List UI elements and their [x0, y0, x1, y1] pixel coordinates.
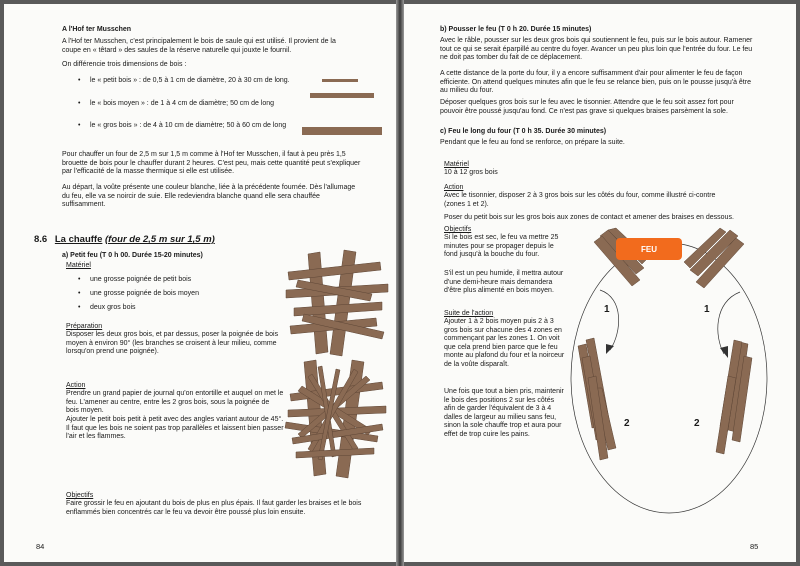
arrow-left — [600, 290, 619, 350]
suite-paragraph-2: Une fois que tout a bien pris, maintenir le bois des positions 2 sur les côtés afin de garder l'équivalent de 3 à 4 dalles de largeur au milieu sans feu, sinon la sole chauffe trop et aura pour effet de trop cuire les pains. — [444, 388, 564, 438]
hof-title: A l'Hof ter Musschen — [62, 26, 132, 33]
zone-2-right-label: 2 — [694, 418, 700, 429]
wood-zone-1-right — [684, 228, 744, 288]
preparation-label: Préparation — [66, 323, 103, 330]
zone-1-right-label: 1 — [704, 304, 710, 315]
fire-stack-illustration-1 — [284, 244, 394, 359]
dim-gros-bois: le « gros bois » : de 4 à 10 cm de diamètre; 50 à 60 cm de long — [90, 122, 287, 129]
preparation-text: Disposer les deux gros bois, et par dessus, poser la poignée de bois moyen à environ 90° (les branches se croisent à leur milieu, comme lorsqu'on prend une poignée). — [66, 331, 279, 356]
step-a-title: a) Petit feu (T 0 h 00. Durée 15-20 minutes) — [62, 252, 203, 259]
dim-bullet: • — [78, 100, 81, 107]
materiel-item: deux gros bois — [90, 304, 136, 311]
oven-diagram — [564, 228, 774, 518]
dim-bullet: • — [78, 122, 81, 129]
step-b-paragraph-2: A cette distance de la porte du four, il y a encore suffisamment d'air pour alimenter le feu de façon efficiente. On attend quelques minutes afin que le feu se relance bien, puis on le pousse jusqu'à être au milieu du four. — [440, 70, 751, 95]
action-label: Action — [66, 382, 86, 389]
bullet: • — [78, 304, 81, 311]
page-number-right: 85 — [750, 541, 759, 551]
objectifs-paragraph-2: S'il est un peu humide, il mettra autour d'une demi-heure mais demandera d'être plus alimenté en bois moyen. — [444, 270, 564, 295]
dim-bois-moyen: le « bois moyen » : de 1 à 4 cm de diamètre; 50 cm de long — [90, 100, 275, 107]
wood-sample-medium — [310, 93, 374, 98]
suite-label: Suite de l'action — [444, 310, 494, 317]
section-title: La chauffe — [54, 234, 103, 245]
feu-label-box — [616, 238, 682, 260]
materiel-label: Matériel — [444, 161, 469, 168]
materiel-item: une grosse poignée de petit bois — [90, 276, 192, 283]
feu-label: FEU — [641, 244, 657, 254]
suite-paragraph-1: Ajouter 1 à 2 bois moyen puis 2 à 3 gros bois sur chacune des 4 zones en commençant par les zones 1. On voit que cela prend bien parce que le feu monte au plafond du four et la noirceur de la voûte disparaît. — [444, 318, 565, 368]
para-heat: Pour chauffer un four de 2,5 m sur 1,5 m comme à l'Hof ter Musschen, il faut à peu près 1,5 brouette de bois pour le chauffer durant 2 heures. C'est peu, mais cette quantité peut s'expliquer par l'efficacité de la masse thermique si elle est utilisée. — [62, 151, 361, 176]
materiel-text: 10 à 12 gros bois — [444, 169, 498, 176]
action-paragraph-1: Avec le tisonnier, disposer 2 à 3 gros bois sur les côtés du four, comme illustré ci-contre (zones 1 et 2). — [444, 192, 716, 208]
step-b-title: b) Pousser le feu (T 0 h 20. Durée 15 minutes) — [440, 26, 592, 33]
wood-sample-large — [302, 127, 382, 135]
action-paragraph-2: Poser du petit bois sur les gros bois aux zones de contact et amener des braises en dessous. — [444, 214, 734, 221]
objectifs-paragraph-1: Si le bois est sec, le feu va mettre 25 minutes pour se propager depuis le fond jusqu'à la bouche du four. — [444, 234, 559, 259]
dim-petit-bois: le « petit bois » : de 0,5 à 1 cm de diamètre, 20 à 30 cm de long. — [90, 77, 290, 84]
right-page — [404, 4, 796, 562]
objectifs-label: Objectifs — [444, 226, 472, 233]
dim-bullet: • — [78, 77, 81, 84]
bullet: • — [78, 290, 81, 297]
materiel-item: une grosse poignée de bois moyen — [90, 290, 199, 297]
materiel-label: Matériel — [66, 262, 91, 269]
fire-stack-illustration-2 — [282, 356, 392, 481]
page-number-left: 84 — [36, 541, 45, 551]
section-subtitle: (four de 2,5 m sur 1,5 m) — [105, 234, 215, 245]
step-b-paragraph-1: Avec le râble, pousser sur les deux gros bois qui soutiennent le feu, puis sur le bois autour. Ramener tout ce qui se serait éparpillé au centre du foyer. Avancer un peu plus loin que l'entrée du four. Le feu ne doit pas tomber du fait de ce déplacement. — [440, 37, 753, 62]
hof-intro: A l'Hof ter Musschen, c'est principalement le bois de saule qui est utilisé. Il provient de la coupe en « têtard » des saules de la réserve naturelle qui jouxte le fournil. — [62, 38, 336, 54]
step-b-paragraph-3: Déposer quelques gros bois sur le feu avec le tisonnier. Attendre que le feu soit assez fort pour pouvoir être poussé jusqu'au fond. Ce n'est pas grave si quelques braises parsèment la sole. — [440, 99, 734, 115]
section-heading — [34, 234, 215, 245]
zone-2-left-label: 2 — [624, 418, 630, 429]
para-vault: Au départ, la voûte présente une couleur blanche, liée à la précédente fournée. Dès l'allumage du feu, elle va se noircir de suie. Elle redeviendra blanche quand elle sera chauffée suffisamment. — [62, 184, 356, 209]
objectifs-label: Objectifs — [66, 492, 94, 499]
wood-sample-small — [322, 79, 358, 82]
section-number: 8.6 — [34, 234, 48, 245]
left-page — [4, 4, 396, 562]
step-c-intro: Pendant que le feu au fond se renforce, on prépare la suite. — [440, 139, 625, 146]
action-text-2: Ajouter le petit bois petit à petit avec des angles variant autour de 45°. Il faut que les bois ne soient pas trop parallèles et laissent bien passer l'air et les flammes. — [66, 416, 284, 441]
arrowhead-right — [720, 346, 728, 358]
dims-intro: On différencie trois dimensions de bois : — [62, 61, 187, 68]
action-text-1: Prendre un grand papier de journal qu'on entortille et auquel on met le feu. L'amener au centre, entre les 2 gros bois, sous la poignée de bois moyen. — [66, 390, 284, 415]
step-c-title: c) Feu le long du four (T 0 h 35. Durée 30 minutes) — [440, 128, 607, 135]
book-spine — [396, 0, 404, 566]
action-label: Action — [444, 184, 464, 191]
wood-zone-2-left — [578, 338, 616, 460]
objectifs-text: Faire grossir le feu en ajoutant du bois de plus en plus épais. Il faut garder les braises et le bois enflammés bien concentrés car le feu va devoir être poussé plus loin ensuite. — [66, 500, 362, 516]
bullet: • — [78, 276, 81, 283]
zone-1-left-label: 1 — [604, 304, 610, 315]
wood-zone-2-right — [716, 340, 752, 454]
